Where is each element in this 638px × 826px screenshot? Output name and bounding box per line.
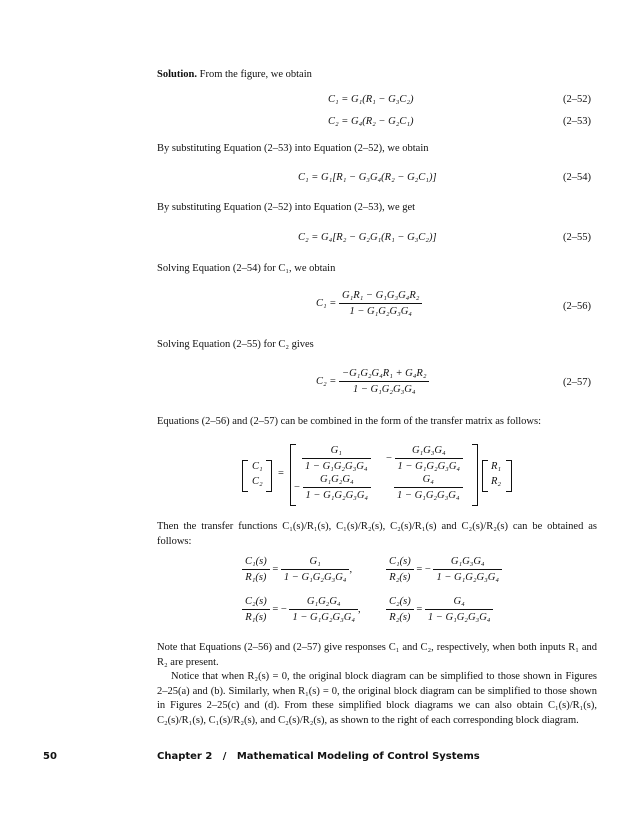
transfer-c2-r2 [386,596,493,623]
matrix-a11-numerator: G₁ [330,445,342,456]
matrix-a11-fraction [302,445,371,472]
transfer-c2-r1-comma: , [357,603,361,615]
transfer-c1-r1-sign: = [272,563,279,575]
transfer-c1-r1-rhs [281,556,353,583]
paragraph-solve-254: Solving Equation (2–54) for C₁, we obtain [157,263,336,274]
transfer-c2-r2-lhs-num: C₂(s) [389,596,411,607]
transfer-c2-r1-rhs-num: G₁G₂G₄ [306,596,341,607]
equation-2-57-numerator: −G₁G₂G₄R₁ + G₄R₂ [342,368,427,379]
equation-2-56-lhs: C₁ = [316,297,337,309]
transfer-c2-r2-rhs-num: G₄ [453,596,465,607]
solution-label: Solution. [157,69,197,80]
equation-number-2-52: (2–52) [563,94,591,105]
r-vector-r1: R₁ [491,461,502,472]
equation-number-2-55: (2–55) [563,232,591,243]
c-vector-c2: C₂ [252,476,263,487]
transfer-c1-r1-lhs [242,556,270,583]
paragraph-transfer: Then the transfer functions C₁(s)/R₁(s), C₁(s)/R₂(s), C₂(s)/R₁(s) and C₂(s)/R₂(s) can be obtained as follows: [157,521,597,547]
matrix-a12-denominator: 1 − G₁G₂G₃G₄ [395,458,464,472]
transfer-c1-r2-rhs-den: 1 − G₁G₂G₃G₄ [433,569,502,583]
transfer-c2-r1-lhs-den: R₁(s) [242,609,270,623]
matrix-a11 [302,445,371,472]
matrix-a22 [394,474,463,501]
c-vector-right-bracket [266,460,272,492]
c-vector-c1: C₁ [252,461,263,472]
matrix-a21 [294,474,371,501]
equation-2-53: C₂ = G₄(R₂ − G₂C₁) [328,116,414,127]
matrix-a21-denominator: 1 − G₁G₂G₃G₄ [303,487,372,501]
matrix-right-bracket [472,444,478,506]
equation-2-57-denominator: 1 − G₁G₂G₃G₄ [339,381,429,395]
page-number: 50 [43,751,57,762]
transfer-c2-r2-sign: = [416,603,423,615]
paragraph-solve-255: Solving Equation (2–55) for C₂ gives [157,339,314,350]
matrix-a12-numerator: G₁G₃G₄ [411,445,446,456]
transfer-c1-r2-lhs-den: R₂(s) [386,569,414,583]
equation-2-57 [316,368,429,395]
matrix-a11-denominator: 1 − G₁G₂G₃G₄ [302,458,371,472]
paragraph-substitute-253: By substituting Equation (2–53) into Equation (2–52), we obtain [157,143,429,154]
equation-2-57-fraction [339,368,429,395]
equation-2-56-denominator: 1 − G₁G₂G₃G₄ [339,303,422,317]
transfer-c1-r1-lhs-num: C₁(s) [245,556,267,567]
equation-2-54: C₁ = G₁[R₁ − G₃G₄(R₂ − G₂C₁)] [298,172,437,183]
transfer-c1-r2-lhs [386,556,414,583]
matrix-a21-sign: − [294,481,300,493]
transfer-c2-r1-rhs-den: 1 − G₁G₂G₃G₄ [289,609,358,623]
paragraph-note: Note that Equations (2–56) and (2–57) give responses C₁ and C₂, respectively, when both inputs R₁ and R₂ are present. [157,642,597,668]
matrix-a21-fraction [303,474,372,501]
equation-2-56-fraction [339,290,422,317]
equation-2-56-numerator: G₁R₁ − G₁G₃G₄R₂ [342,290,420,301]
transfer-c1-r2-lhs-num: C₁(s) [389,556,411,567]
r-vector-r2: R₂ [491,476,502,487]
c-vector-left-bracket [242,460,248,492]
transfer-c2-r1-rhs [289,596,358,623]
solution-text: From the figure, we obtain [199,69,312,80]
matrix-a12 [386,445,463,472]
transfer-c2-r2-lhs [386,596,414,623]
matrix-a12-sign: − [386,452,392,464]
equation-2-52: C₁ = G₁(R₁ − G₃C₂) [328,94,414,105]
transfer-c2-r1-sign: = − [272,603,287,615]
equation-2-57-lhs: C₂ = [316,375,337,387]
transfer-c1-r2-rhs-num: G₁G₃G₄ [450,556,485,567]
transfer-c2-r2-lhs-den: R₂(s) [386,609,414,623]
transfer-c1-r2 [386,556,502,583]
paragraph-notice: Notice that when R₂(s) = 0, the original block diagram can be simplified to those shown in Figures 2–25(a) and (b). Similarly, when R₁(s) = 0, the original block diagram can be simplified to those shown in Figures 2–25(c) and (d). From these simplified block diagrams we can also obtain C₁(s)/R₁(s), C₂(s)/R₁(s), C₁(s)/R₂(s), and C₂(s)/R₂(s), as shown to the right of each corresponding block diagram. [157,671,597,726]
transfer-c1-r1 [242,556,352,583]
r-vector-left-bracket [482,460,488,492]
equation-number-2-53: (2–53) [563,116,591,127]
matrix-a21-numerator: G₁G₂G₄ [319,474,354,485]
transfer-c1-r1-rhs-den: 1 − G₁G₂G₃G₄ [281,569,350,583]
matrix-a22-fraction [394,474,463,501]
transfer-matrix-equation [230,444,520,504]
paragraph-substitute-252: By substituting Equation (2–52) into Equation (2–53), we get [157,202,416,213]
transfer-c1-r2-sign: = − [416,563,431,575]
transfer-c1-r1-rhs-num: G₁ [309,556,321,567]
matrix-a22-denominator: 1 − G₁G₂G₃G₄ [394,487,463,501]
paragraph-combine: Equations (2–56) and (2–57) can be combined in the form of the transfer matrix as follows: [157,416,542,427]
equation-2-56 [316,290,422,317]
transfer-c2-r1-lhs [242,596,270,623]
equation-number-2-54: (2–54) [563,172,591,183]
running-head: Chapter 2 / Mathematical Modeling of Control Systems [157,751,480,762]
transfer-c1-r1-lhs-den: R₁(s) [242,569,270,583]
transfer-c2-r2-rhs-den: 1 − G₁G₂G₃G₄ [425,609,494,623]
matrix-a22-numerator: G₄ [422,474,434,485]
transfer-c1-r1-comma: , [349,563,353,575]
matrix-equals-sign: = [278,468,284,479]
r-vector-right-bracket [506,460,512,492]
transfer-c2-r2-rhs [425,596,494,623]
equation-number-2-56: (2–56) [563,301,591,312]
matrix-a12-fraction [395,445,464,472]
equation-2-55: C₂ = G₄[R₂ − G₂G₁(R₁ − G₃C₂)] [298,232,437,243]
equation-number-2-57: (2–57) [563,377,591,388]
transfer-c1-r2-rhs [433,556,502,583]
solution-paragraph [157,68,597,83]
transfer-c2-r1 [242,596,361,623]
transfer-c2-r1-lhs-num: C₂(s) [245,596,267,607]
